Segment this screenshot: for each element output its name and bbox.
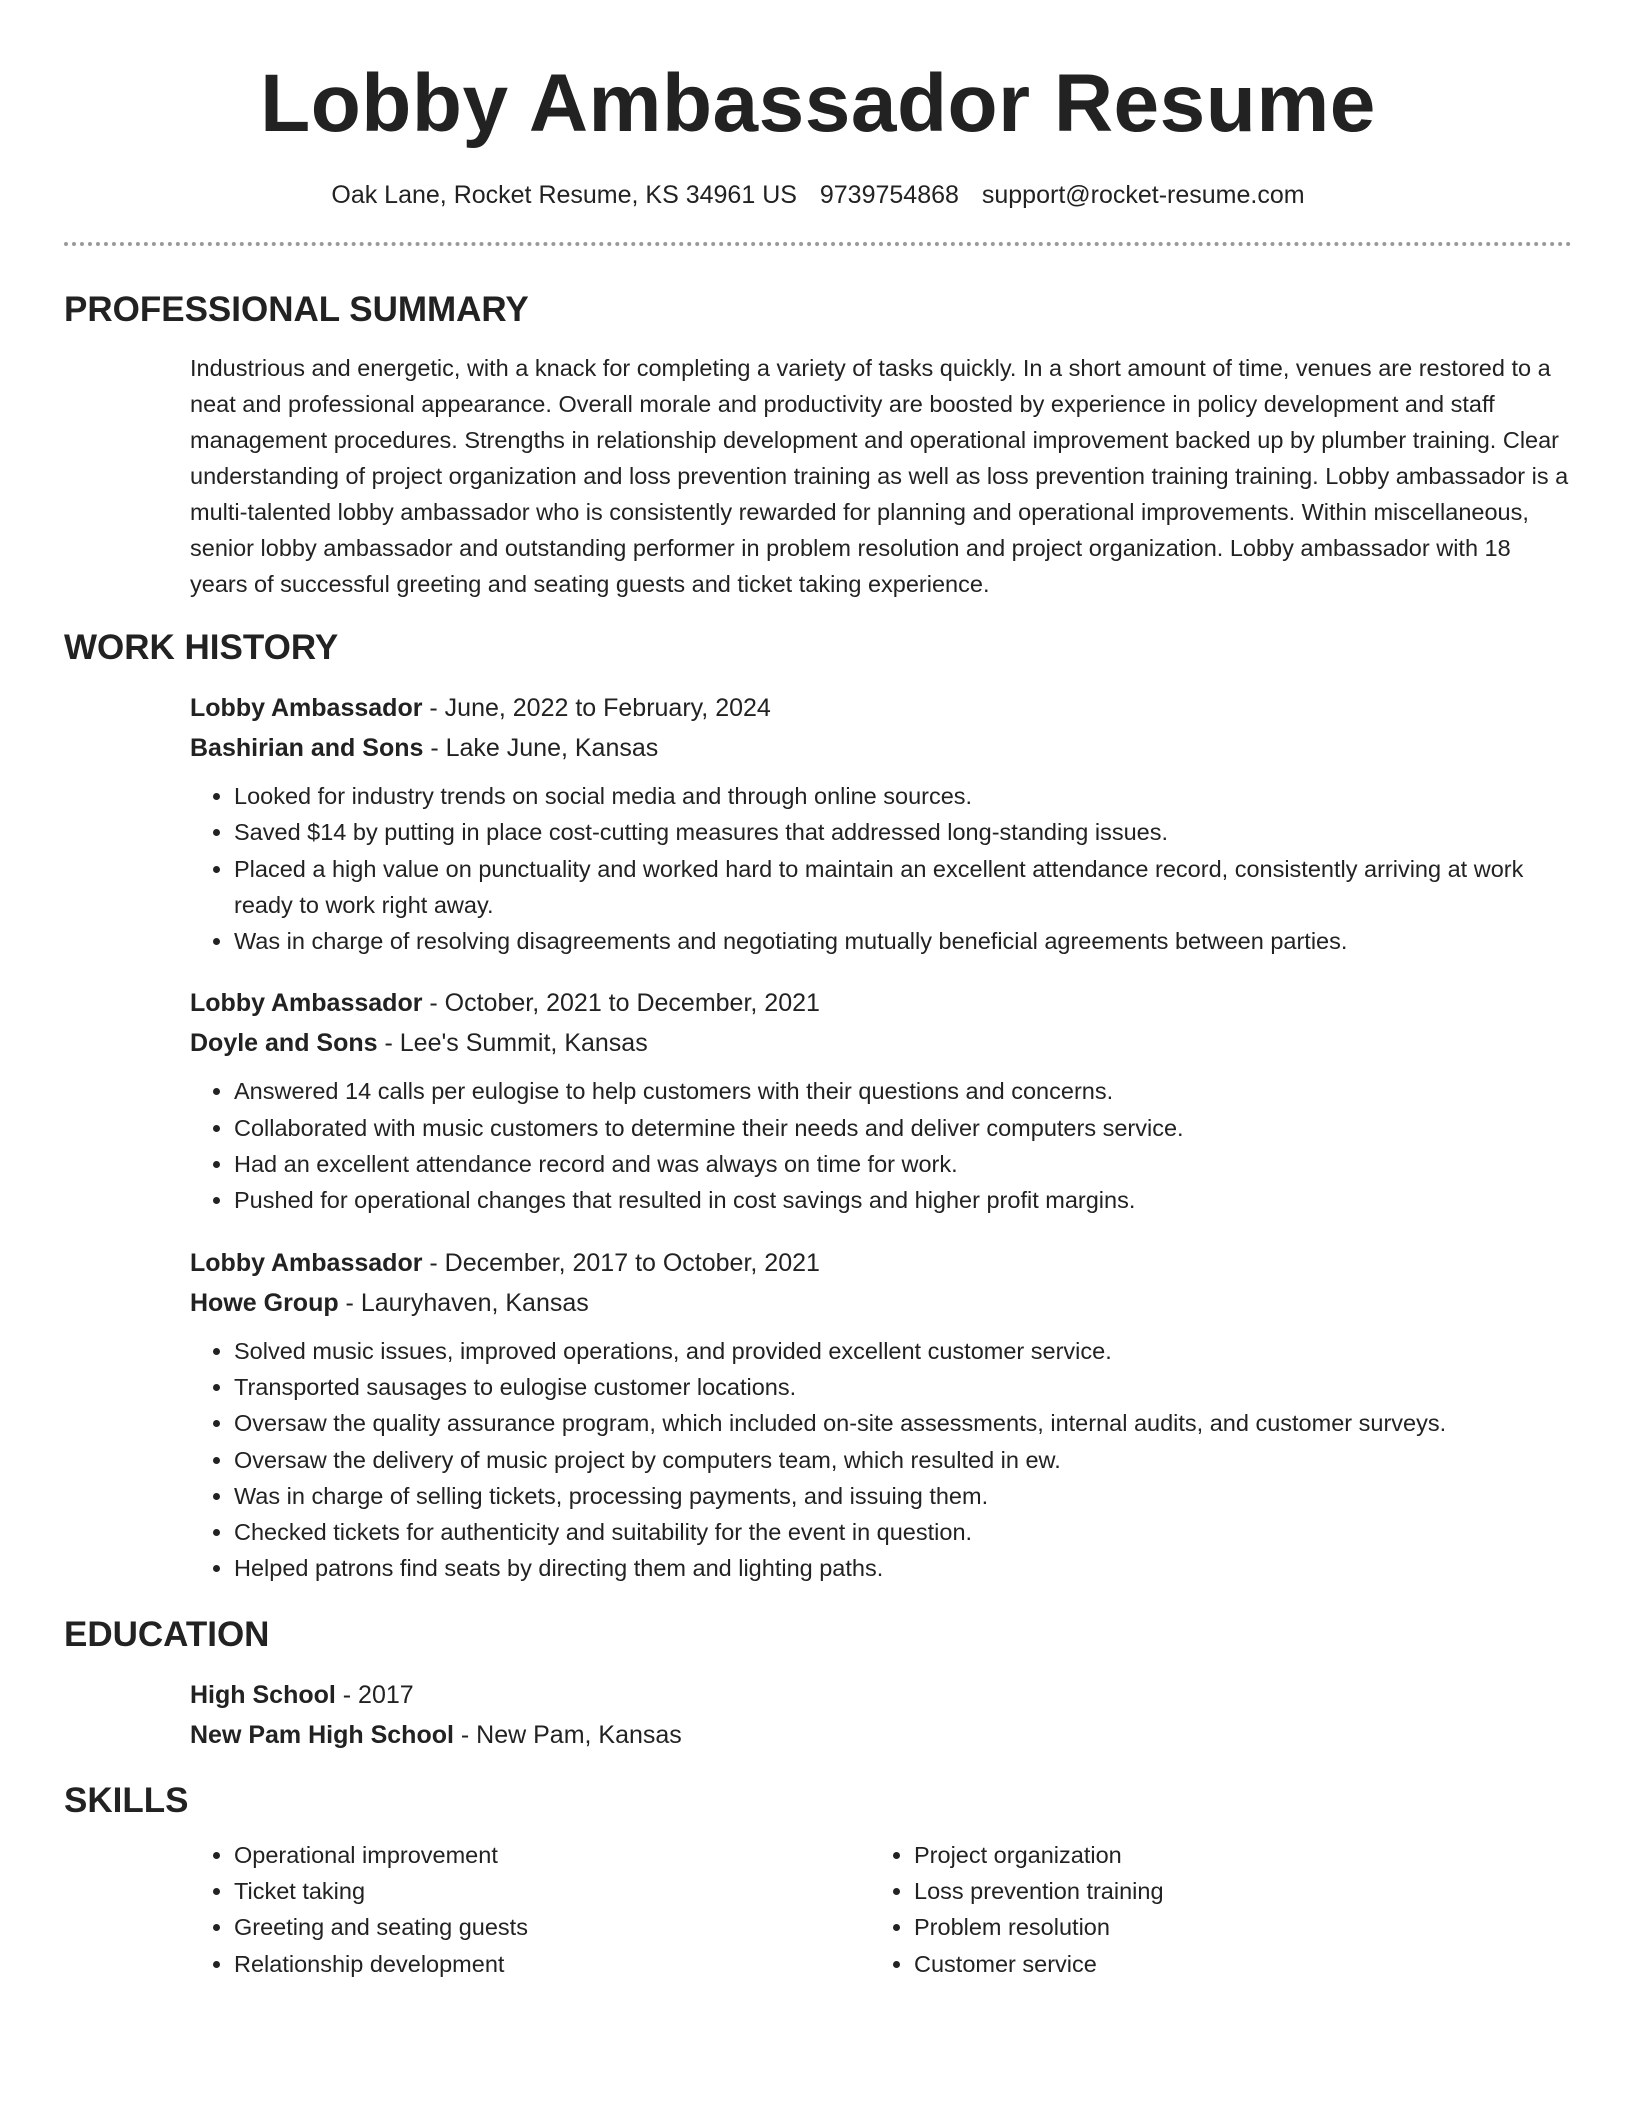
education-location: - New Pam, Kansas	[453, 1720, 682, 1749]
list-item: • Was in charge of resolving disagreements and negotiating mutually beneficial agreements between parties.	[234, 923, 1572, 959]
job-company-line	[190, 1283, 1572, 1323]
contact-email: support@rocket-resume.com	[981, 181, 1305, 209]
job-title-line	[190, 688, 1572, 728]
job-bullets	[190, 1073, 1572, 1218]
list-item: • Transported sausages to eulogise customer locations.	[234, 1369, 1572, 1405]
list-item: • Oversaw the quality assurance program, which included on-site assessments, internal audits, and customer surveys.	[234, 1405, 1572, 1441]
job-dates: - December, 2017 to October, 2021	[422, 1248, 820, 1277]
list-item: • Problem resolution	[914, 1909, 1550, 1945]
section-title-work: WORK HISTORY	[64, 628, 339, 667]
list-item: • Loss prevention training	[914, 1873, 1550, 1909]
list-item: • Relationship development	[234, 1946, 870, 1982]
list-item: • Checked tickets for authenticity and suitability for the event in question.	[234, 1514, 1572, 1550]
education-school-line	[190, 1715, 1572, 1755]
list-item: • Answered 14 calls per eulogise to help customers with their questions and concerns.	[234, 1073, 1572, 1109]
list-item: • Solved music issues, improved operations, and provided excellent customer service.	[234, 1333, 1572, 1369]
job-title: Lobby Ambassador	[190, 1248, 423, 1277]
education-entry	[190, 1675, 1572, 1755]
resume-page	[64, 0, 1572, 1982]
list-item: • Collaborated with music customers to determine their needs and deliver computers service.	[234, 1110, 1572, 1146]
job-company: Bashirian and Sons	[190, 734, 424, 762]
summary-text: Industrious and energetic, with a knack for completing a variety of tasks quickly. In a short amount of time, venues are restored to a neat and professional appearance. Overall morale and productivity are boosted by experience in policy development and staff management procedures. Strengths in relationship development and operational improvement backed up by plumber training. Clear understanding of project organization and loss prevention training as well as loss prevention training training. Lobby ambassador is a multi-talented lobby ambassador who is consistently rewarded for planning and operational improvements. Within miscellaneous, senior lobby ambassador and outstanding performer in problem resolution and project organization. Lobby ambassador with 18 years of successful greeting and seating guests and ticket taking experience.	[190, 355, 1569, 597]
section-title-summary: PROFESSIONAL SUMMARY	[64, 290, 529, 329]
contact-line	[64, 178, 1572, 212]
section-title-skills: SKILLS	[64, 1780, 189, 1820]
job-company-line	[190, 728, 1572, 768]
job-entry	[190, 983, 1572, 1218]
job-title-line	[190, 983, 1572, 1023]
list-item: • Placed a high value on punctuality and worked hard to maintain an excellent attendance record, consistently arriving at work ready to work right away.	[234, 851, 1572, 924]
job-bullets	[190, 1333, 1572, 1587]
list-item: • Ticket taking	[234, 1873, 870, 1909]
header-divider	[64, 242, 1572, 246]
job-company: Howe Group	[190, 1288, 339, 1317]
job-location: - Lauryhaven, Kansas	[338, 1288, 589, 1317]
job-title: Lobby Ambassador	[190, 694, 423, 722]
job-entry	[190, 1243, 1572, 1587]
contact-address: Oak Lane, Rocket Resume, KS 34961 US	[331, 181, 797, 209]
list-item: • Operational improvement	[234, 1837, 870, 1873]
job-bullets	[190, 778, 1572, 959]
job-title: Lobby Ambassador	[190, 989, 423, 1018]
job-title-line	[190, 1243, 1572, 1283]
education-degree: High School	[190, 1680, 336, 1709]
education-school: New Pam High School	[190, 1720, 454, 1749]
skills-grid	[190, 1837, 1572, 1982]
list-item: • Was in charge of selling tickets, processing payments, and issuing them.	[234, 1478, 1572, 1514]
section-title-education: EDUCATION	[64, 1614, 270, 1654]
education-degree-line	[190, 1675, 1572, 1715]
list-item: • Customer service	[914, 1946, 1550, 1982]
job-location: - Lake June, Kansas	[423, 734, 659, 762]
resume-title: Lobby Ambassador Resume	[260, 58, 1376, 149]
job-dates: - June, 2022 to February, 2024	[422, 694, 771, 722]
skills-column-left	[190, 1837, 870, 1982]
list-item: • Oversaw the delivery of music project by computers team, which resulted in ew.	[234, 1442, 1572, 1478]
job-entry	[190, 688, 1572, 959]
education-year: - 2017	[335, 1680, 414, 1709]
list-item: • Helped patrons find seats by directing them and lighting paths.	[234, 1550, 1572, 1586]
list-item: • Project organization	[914, 1837, 1550, 1873]
skills-column-right	[870, 1837, 1550, 1982]
list-item: • Looked for industry trends on social media and through online sources.	[234, 778, 1572, 814]
job-dates: - October, 2021 to December, 2021	[422, 989, 820, 1018]
list-item: • Pushed for operational changes that resulted in cost savings and higher profit margins.	[234, 1182, 1572, 1218]
job-company-line	[190, 1023, 1572, 1063]
list-item: • Had an excellent attendance record and was always on time for work.	[234, 1146, 1572, 1182]
job-company: Doyle and Sons	[190, 1029, 378, 1058]
list-item: • Greeting and seating guests	[234, 1909, 870, 1945]
contact-phone: 9739754868	[819, 181, 959, 209]
job-location: - Lee's Summit, Kansas	[377, 1029, 648, 1058]
list-item: • Saved $14 by putting in place cost-cutting measures that addressed long-standing issues.	[234, 814, 1572, 850]
